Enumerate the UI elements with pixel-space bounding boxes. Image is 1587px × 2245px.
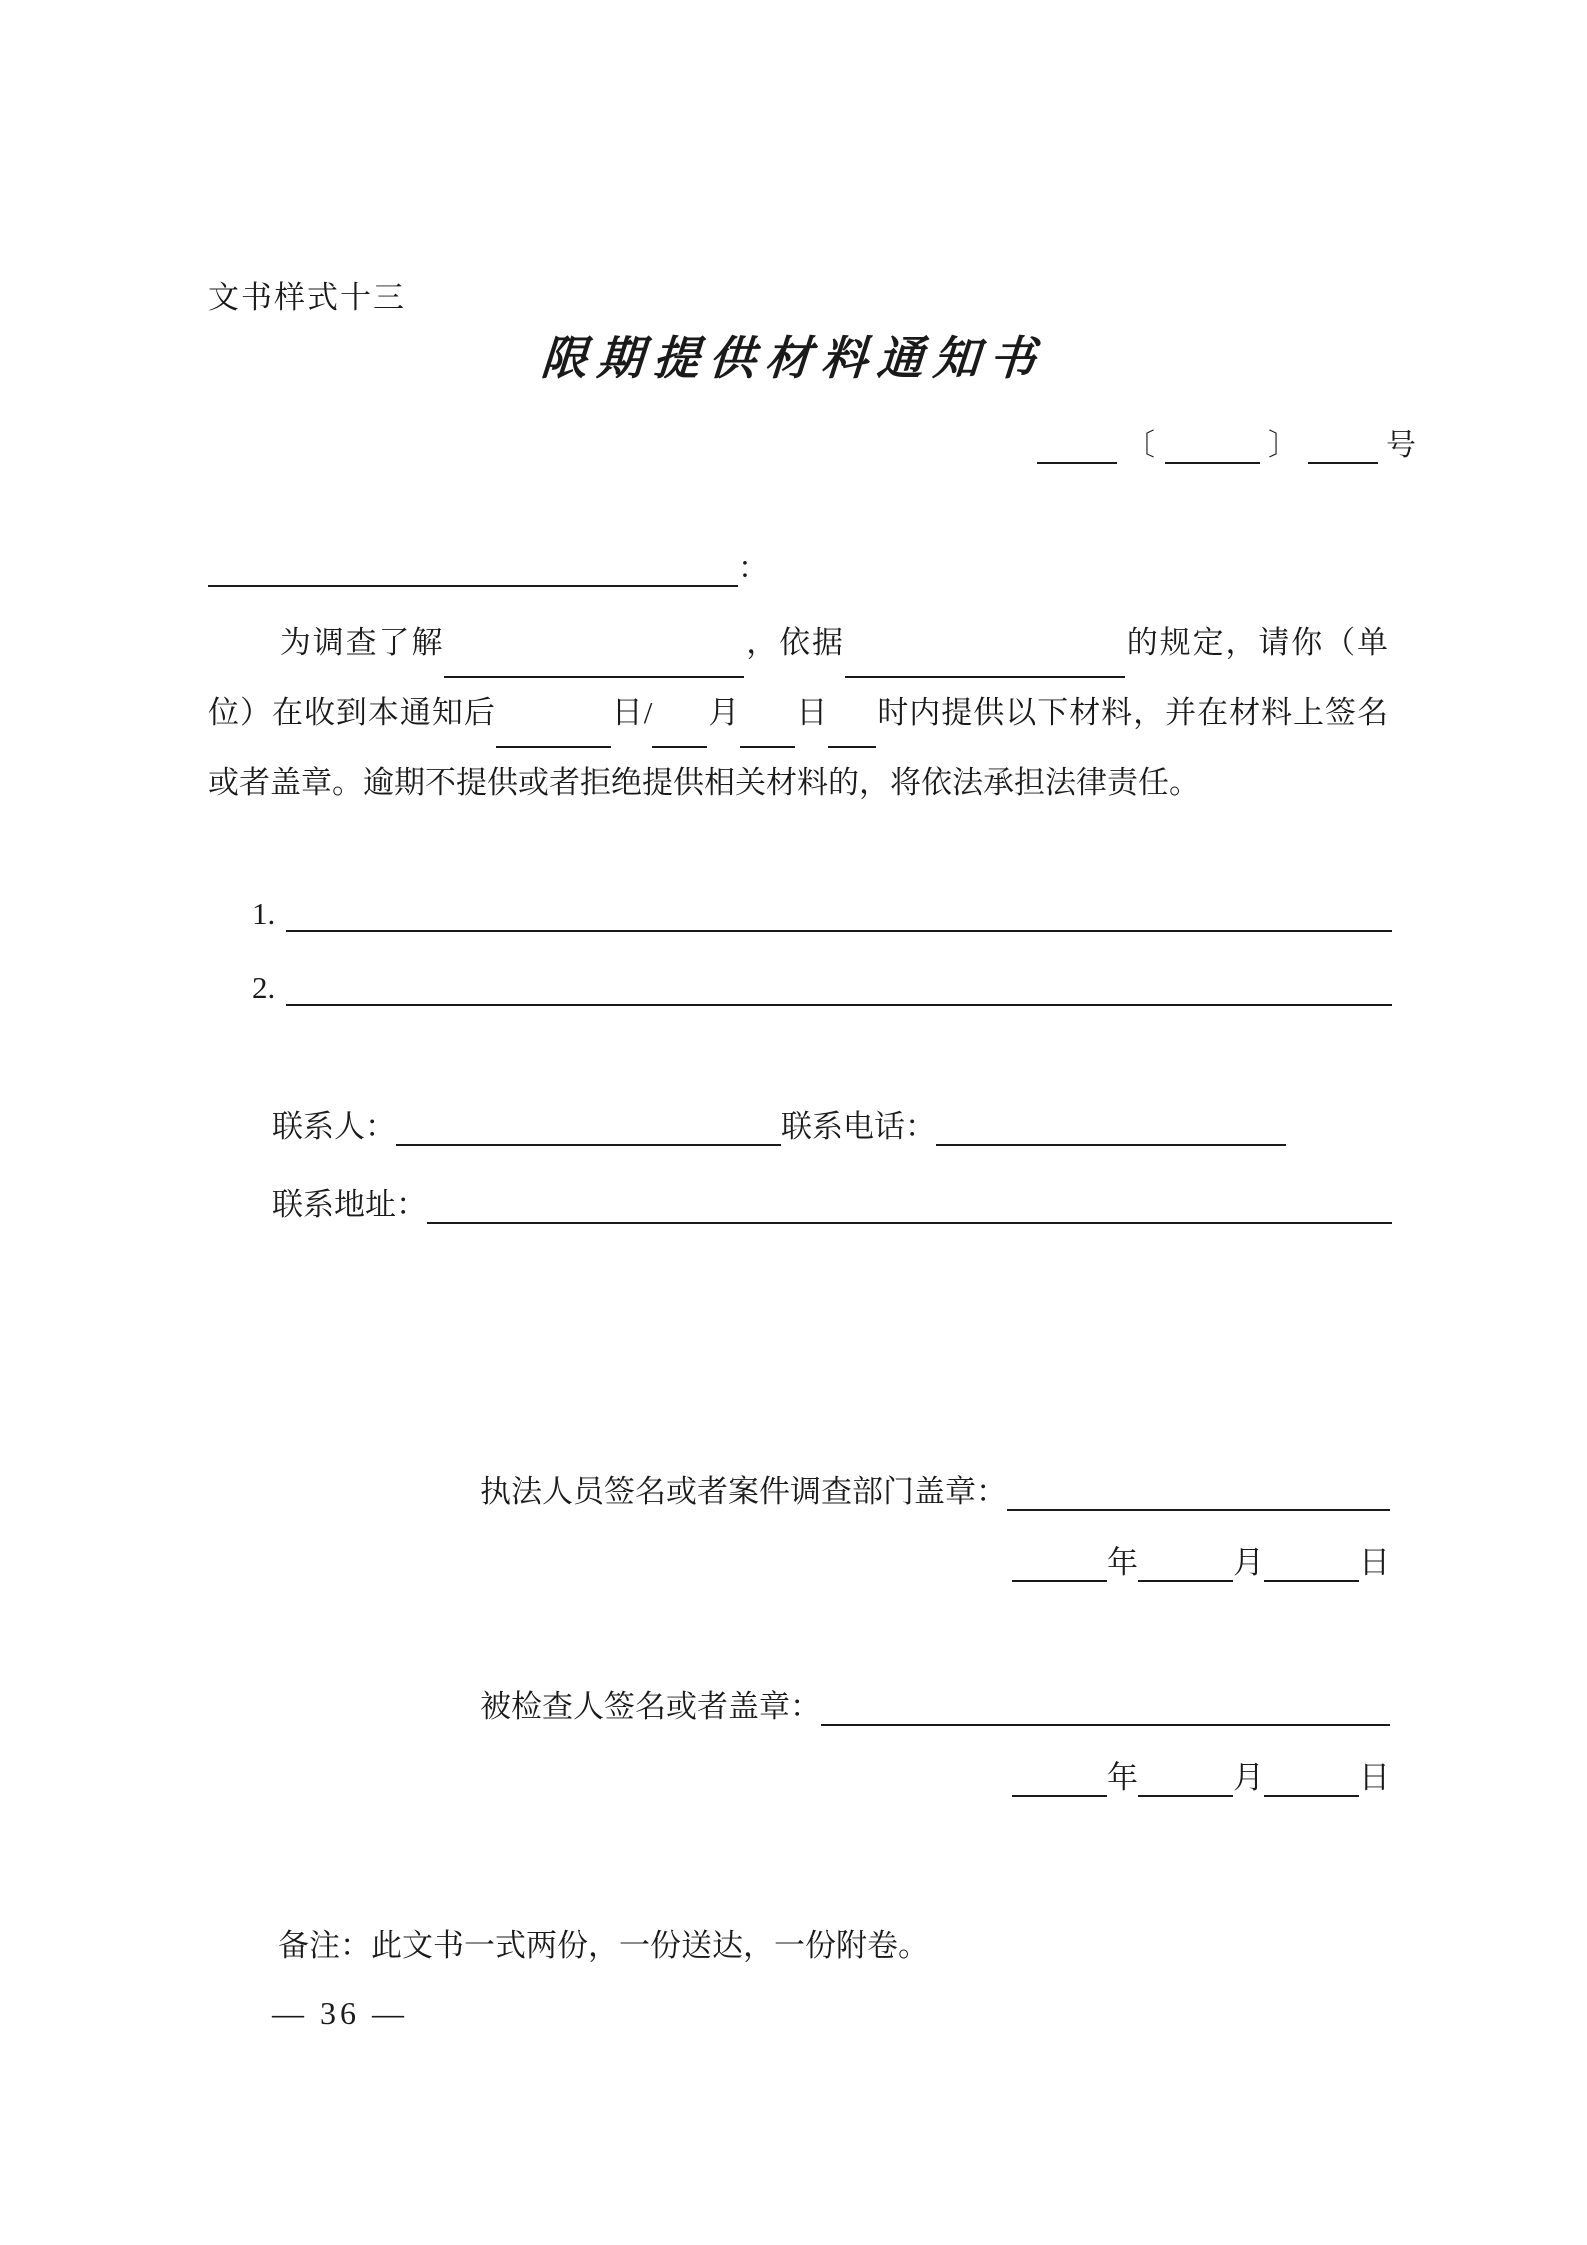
inspected-person-signature-row [480, 1680, 1390, 1726]
doc-number-serial-blank[interactable] [1308, 431, 1378, 465]
item-blank[interactable] [286, 894, 1392, 932]
enforcement-signature-block [480, 1465, 1390, 1582]
addressee-blank[interactable] [208, 554, 738, 588]
body-segment-1: 为调查了解 [278, 625, 445, 660]
enforcement-year-blank[interactable] [1012, 1547, 1107, 1582]
addressee-colon: ： [738, 552, 768, 585]
page-title: 限期提供材料通知书 [539, 331, 1048, 385]
list-item [252, 886, 1392, 932]
contact-address-label: 联系地址： [272, 1187, 427, 1222]
item-blank[interactable] [286, 968, 1392, 1006]
contact-phone-input[interactable] [936, 1110, 1286, 1146]
body-segment-5: 月 [707, 695, 741, 730]
inspected-day-label: 日 [1359, 1760, 1390, 1795]
body-paragraph [208, 608, 1388, 818]
document-number-line [1037, 420, 1418, 464]
inspected-month-blank[interactable] [1138, 1762, 1233, 1797]
inspected-year-blank[interactable] [1012, 1762, 1107, 1797]
inspected-person-signature-label: 被检查人签名或者盖章： [480, 1689, 821, 1724]
inspected-person-signature-block [480, 1680, 1390, 1797]
inspected-person-date-row [480, 1752, 1390, 1797]
enforcement-year-label: 年 [1107, 1545, 1138, 1580]
month-blank[interactable] [652, 713, 707, 748]
investigation-subject-blank[interactable] [444, 643, 744, 678]
inspected-day-blank[interactable] [1264, 1762, 1359, 1797]
remark-text: 备注：此文书一式两份，一份送达，一份附卷。 [278, 1928, 929, 1963]
body-segment-3: 的规定，请你（单位）在收到本通知后 [208, 625, 1389, 730]
doc-number-open-bracket: 〔 [1125, 429, 1156, 462]
days-blank[interactable] [496, 713, 611, 748]
legal-basis-blank[interactable] [845, 643, 1125, 678]
inspected-month-label: 月 [1233, 1760, 1264, 1795]
day-blank[interactable] [740, 713, 795, 748]
inspected-person-signature-input[interactable] [821, 1690, 1390, 1726]
enforcement-date-row [480, 1537, 1390, 1582]
contact-person-row [272, 1100, 1392, 1146]
page-number: — 36 — [272, 1995, 408, 2031]
contact-address-input[interactable] [427, 1188, 1392, 1224]
enforcement-day-blank[interactable] [1264, 1547, 1359, 1582]
contact-person-label: 联系人： [272, 1109, 396, 1144]
item-number: 2. [252, 970, 276, 1005]
enforcement-signature-row [480, 1465, 1390, 1511]
contact-person-input[interactable] [396, 1110, 781, 1146]
contact-address-row [272, 1178, 1392, 1224]
addressee-line [208, 543, 768, 587]
enforcement-day-label: 日 [1359, 1545, 1390, 1580]
enforcement-signature-label: 执法人员签名或者案件调查部门盖章： [480, 1474, 1007, 1509]
enforcement-month-label: 月 [1233, 1545, 1264, 1580]
body-segment-2: ，依据 [744, 625, 845, 660]
material-item-list [252, 886, 1392, 1034]
body-segment-6: 日 [795, 695, 829, 730]
enforcement-signature-input[interactable] [1007, 1475, 1390, 1511]
list-item [252, 960, 1392, 1006]
document-style-label: 文书样式十三 [208, 280, 406, 315]
item-number: 1. [252, 896, 276, 931]
doc-number-suffix: 号 [1386, 429, 1417, 462]
body-segment-4: 日/ [610, 695, 653, 730]
contact-phone-label: 联系电话： [781, 1109, 936, 1144]
contact-block [272, 1100, 1392, 1256]
body-segment-7: 时内提供以下材料，并在材料上签名或者盖章。逾期不提供或者拒绝提供相关材料的，将依法承担法律责任。 [208, 695, 1389, 800]
doc-number-close-bracket: 〕 [1268, 429, 1299, 462]
hour-blank[interactable] [828, 713, 876, 748]
inspected-year-label: 年 [1107, 1760, 1138, 1795]
doc-number-year-blank[interactable] [1165, 431, 1260, 465]
enforcement-month-blank[interactable] [1138, 1547, 1233, 1582]
doc-number-prefix-blank[interactable] [1037, 431, 1117, 465]
